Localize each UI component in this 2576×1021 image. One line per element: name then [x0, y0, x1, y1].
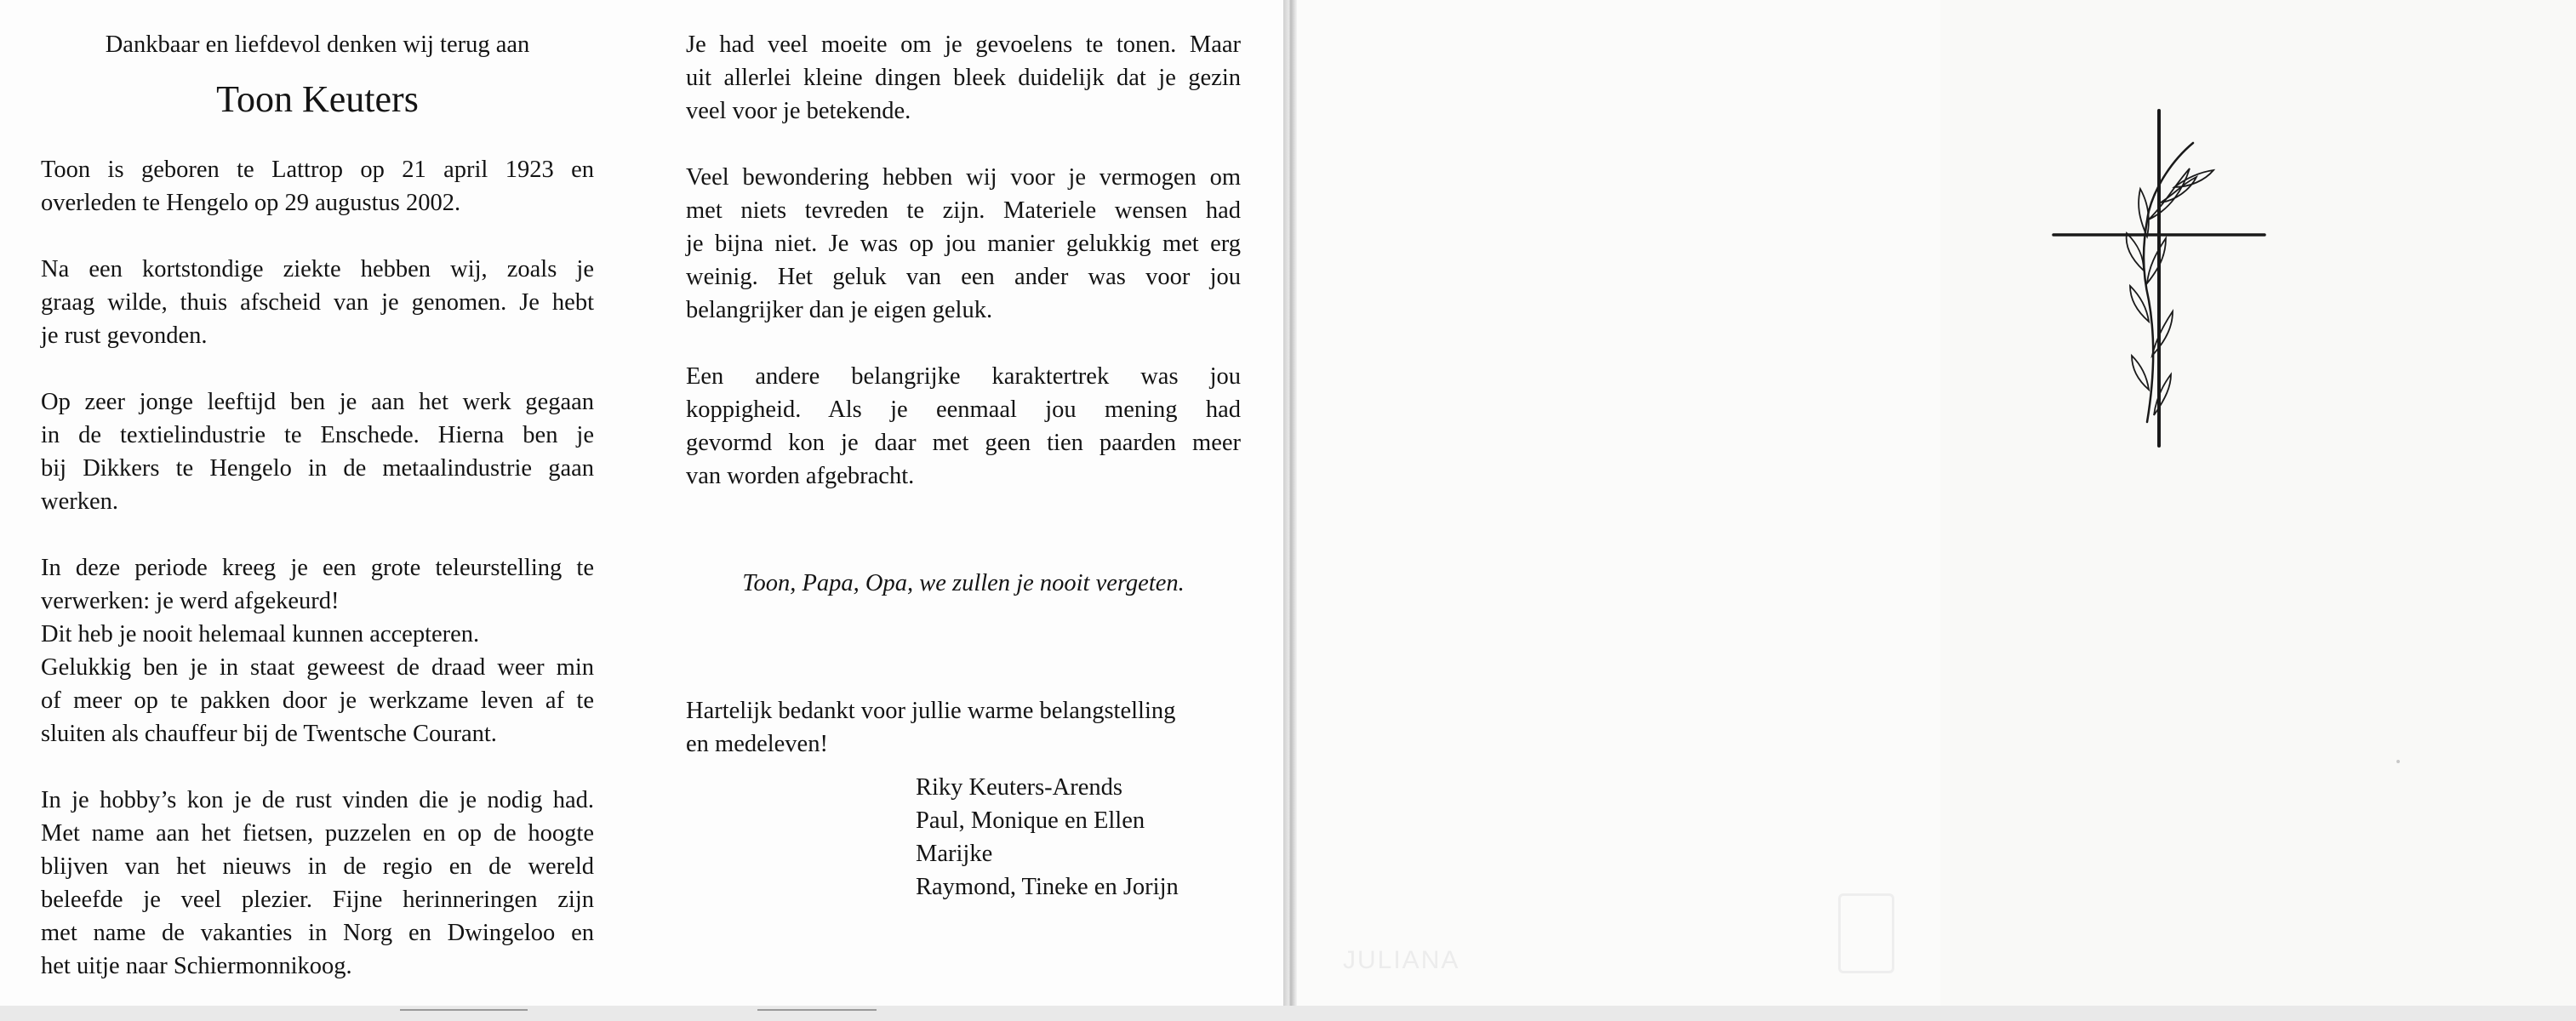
- text-line: sluiten als chauffeur bij de Twentsche Courant.: [41, 721, 497, 747]
- paragraph: [686, 28, 1241, 128]
- signature-line: Riky Keuters-Arends: [916, 774, 1122, 801]
- thanks-line: Hartelijk bedankt voor jullie warme belangstelling: [686, 698, 1176, 724]
- paragraph: [686, 161, 1241, 327]
- paragraph: [41, 618, 594, 651]
- card-fold: [1283, 0, 1297, 1011]
- text-line: Je had veel moeite om je gevoelens te tonen. Maar: [686, 31, 1241, 58]
- text-line: Toon is geboren te Lattrop op 21 april 1923 en: [41, 157, 594, 183]
- printer-imprint: JULIANA: [1343, 946, 1460, 974]
- paragraph: [41, 153, 594, 220]
- signature-line: Paul, Monique en Ellen: [916, 807, 1145, 834]
- text-line: het uitje naar Schiermonnikoog.: [41, 953, 352, 979]
- text-line: weinig. Het geluk van een ander was voor jou: [686, 264, 1241, 290]
- text-line: je rust gevonden.: [41, 322, 208, 349]
- text-line: met niets tevreden te zijn. Materiele wensen had: [686, 197, 1241, 224]
- memorial-quote: Toon, Papa, Opa, we zullen je nooit vergeten.: [742, 570, 1185, 596]
- signatures: [916, 771, 1241, 904]
- text-line: gevormd kon je daar met geen tien paarden meer: [686, 430, 1241, 456]
- text-line: Op zeer jonge leeftijd ben je aan het werk gegaan: [41, 389, 594, 415]
- text-line: uit allerlei kleine dingen bleek duidelijk dat je gezin: [686, 65, 1241, 91]
- text-line: graag wilde, thuis afscheid van je genomen. Je hebt: [41, 289, 594, 316]
- text-line: werken.: [41, 488, 118, 515]
- text-line: belangrijker dan je eigen geluk.: [686, 297, 993, 323]
- text-line: overleden te Hengelo op 29 augustus 2002.: [41, 190, 461, 216]
- text-line: Een andere belangrijke karaktertrek was jou: [686, 363, 1241, 390]
- paragraph: [41, 784, 594, 983]
- text-line: blijven van het nieuws in de regio en de wereld: [41, 853, 594, 880]
- text-line: in de textielindustrie te Enschede. Hierna ben je: [41, 422, 594, 448]
- signature-line: Marijke: [916, 841, 993, 867]
- left-paragraphs: [41, 153, 594, 983]
- text-line: veel voor je betekende.: [686, 98, 911, 124]
- text-line: In deze periode kreeg je een grote teleurstelling te: [41, 555, 594, 581]
- paragraph: [41, 651, 594, 750]
- paragraph: [41, 551, 594, 618]
- right-paragraphs: [686, 28, 1241, 493]
- text-line: In je hobby’s kon je de rust vinden die je nodig had.: [41, 787, 594, 813]
- intro-line: Dankbaar en liefdevol denken wij terug aan: [105, 31, 530, 58]
- inner-card-page: [0, 0, 1283, 1006]
- text-line: of meer op te pakken door je werkzame leven af te: [41, 687, 594, 714]
- publisher-logo-mark: [1838, 893, 1894, 973]
- text-line: Na een kortstondige ziekte hebben wij, zoals je: [41, 256, 594, 282]
- paragraph: [686, 360, 1241, 493]
- text-line: Veel bewondering hebben wij voor je vermogen om: [686, 164, 1241, 191]
- text-line: je bijna niet. Je was op jou manier gelukkig met erg: [686, 231, 1241, 257]
- text-line: bij Dikkers te Hengelo in de metaalindustrie gaan: [41, 455, 594, 482]
- thanks-line: en medeleven!: [686, 731, 828, 757]
- cross-with-olive-branch-icon: [2047, 109, 2285, 449]
- signature-line: Raymond, Tineke en Jorijn: [916, 874, 1179, 900]
- right-column: [686, 28, 1241, 904]
- text-line: koppigheid. Als je eenmaal jou mening had: [686, 396, 1241, 423]
- paper-speck: [2396, 760, 2400, 763]
- text-line: van worden afgebracht.: [686, 463, 915, 489]
- paragraph: [41, 385, 594, 518]
- text-line: beleefde je veel plezier. Fijne herinneringen zijn: [41, 887, 594, 913]
- text-line: Met name aan het fietsen, puzzelen en op de hoogte: [41, 820, 594, 847]
- text-line: Dit heb je nooit helemaal kunnen accepteren.: [41, 621, 480, 647]
- left-column: [41, 28, 594, 1016]
- text-line: Gelukkig ben je in staat geweest de draad weer min: [41, 654, 594, 681]
- deceased-name: Toon Keuters: [216, 78, 419, 120]
- text-line: met name de vakanties in Norg en Dwingeloo en: [41, 920, 594, 946]
- thanks-text: [686, 694, 1241, 761]
- paragraph: [41, 253, 594, 352]
- text-line: verwerken: je werd afgekeurd!: [41, 588, 340, 614]
- scan-bottom-edge: [0, 1006, 2576, 1021]
